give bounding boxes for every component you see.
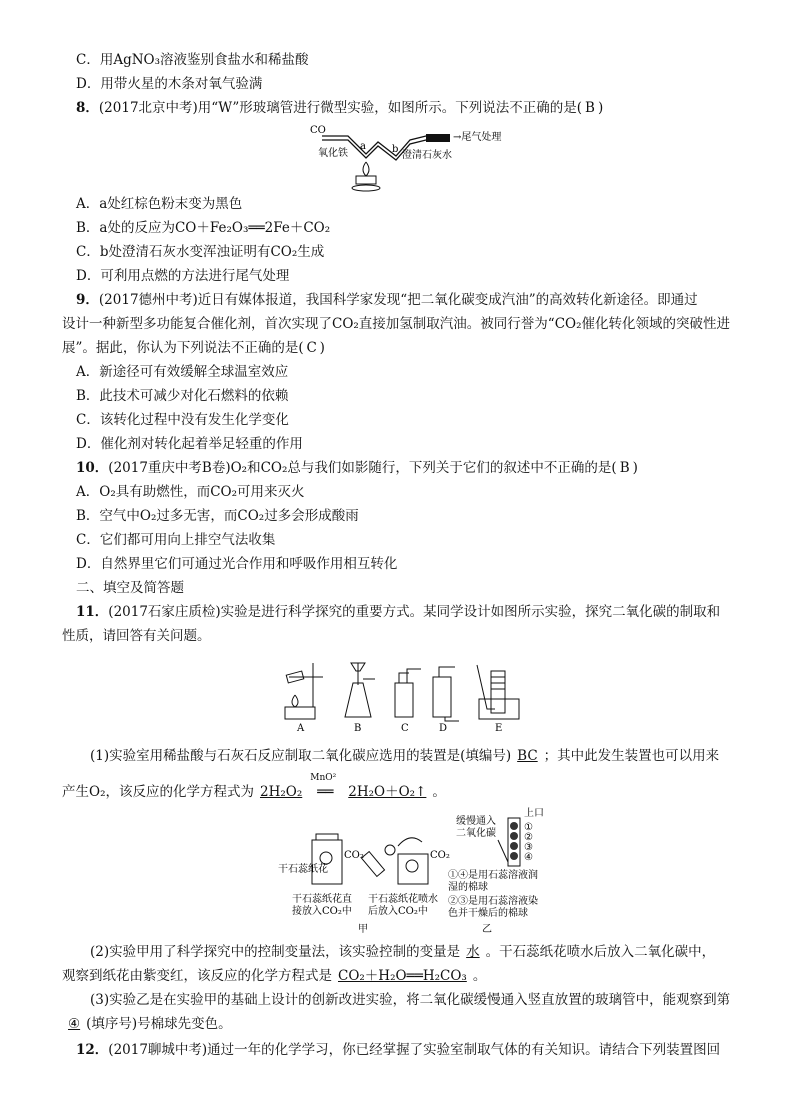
q9-stem-text1: (2017德州中考)近日有媒体报道，我国科学家发现“把二氧化碳变成汽油”的高效转化新途径。即通过 bbox=[98, 292, 698, 308]
yi-label: 乙 bbox=[482, 924, 492, 935]
q10-stem bbox=[76, 458, 638, 478]
q9-stem-line3 bbox=[62, 338, 325, 358]
q11-part2-line1 bbox=[90, 942, 715, 962]
q11-part2-text2: 。干石蕊纸花喷水后放入二氧化碳中， bbox=[485, 944, 716, 960]
q10-answer: B bbox=[619, 460, 630, 476]
q12-stem-text: (2017聊城中考)通过一年的化学学习，你已经掌握了实验室制取气体的有关知识。请结合下列装置图回 bbox=[108, 1042, 721, 1058]
apparatus-b bbox=[345, 663, 375, 734]
apparatus-e bbox=[477, 665, 519, 734]
q11-number: 11． bbox=[76, 604, 109, 620]
figure-jia bbox=[278, 834, 450, 935]
q8-number: 8． bbox=[76, 100, 99, 116]
q9-answer: C bbox=[306, 340, 317, 356]
q11-part3-line2 bbox=[62, 1014, 232, 1034]
q11-part2-end: 。 bbox=[472, 968, 487, 984]
q8-stem-text: (2017北京中考)用“W”形玻璃管进行微型实验，如图所示。下列说法不正确的是( bbox=[98, 100, 582, 116]
apparatus-figure bbox=[275, 655, 535, 737]
q11-stem-text1: (2017石家庄质检)实验是进行科学探究的重要方式。某同学设计如图所示实验，探究二氧化碳的制取和 bbox=[108, 604, 721, 620]
jia-caption2-a: 干石蕊纸花喷水 bbox=[368, 894, 438, 905]
yi-ball-1: ① bbox=[524, 822, 533, 833]
q11-part2-text1: (2)实验甲用了科学探究中的控制变量法，该实验控制的变量是 bbox=[90, 944, 461, 960]
q11-part2-eq: CO₂＋H₂O══H₂CO₃ bbox=[338, 968, 467, 984]
yi-slow-1: 缓慢通入 bbox=[456, 816, 496, 827]
q11-part1-line1 bbox=[90, 746, 719, 766]
q11-part1-answer: BC bbox=[517, 748, 538, 764]
fig8-limewater-label: 澄清石灰水 bbox=[402, 150, 452, 161]
jia-label: 甲 bbox=[358, 924, 368, 935]
q11-part2-answer: 水 bbox=[466, 944, 480, 960]
yi-top-label: 上口 bbox=[524, 808, 544, 819]
yi-slow-2: 二氧化碳 bbox=[456, 828, 496, 839]
apparatus-label-d: D bbox=[439, 723, 448, 734]
q11-part3-text2: (填序号)号棉球先变色。 bbox=[86, 1016, 232, 1032]
q10-close: ) bbox=[632, 460, 638, 476]
jia-caption1-a: 干石蕊纸花直 bbox=[292, 894, 352, 905]
apparatus-label-b: B bbox=[354, 723, 362, 734]
fig8-fe2o3-label: 氧化铁 bbox=[318, 148, 348, 159]
q10-option-b: B．空气中O₂过多无害，而CO₂过多会形成酸雨 bbox=[76, 508, 359, 524]
w-tube-figure bbox=[300, 118, 510, 192]
jia-co2-b: CO₂ bbox=[430, 850, 450, 861]
fig8-a-label: a bbox=[360, 141, 366, 152]
q10-option-a: A．O₂具有助燃性，而CO₂可用来灭火 bbox=[76, 484, 305, 500]
q11-part1-text3: 产生O₂，该反应的化学方程式为 bbox=[62, 784, 254, 800]
q11-stem-line2: 性质，请回答有关问题。 bbox=[62, 628, 211, 644]
q9-close: ) bbox=[319, 340, 325, 356]
jia-dry-flower: 干石蕊纸花 bbox=[278, 864, 328, 875]
q11-part1-text2: ；其中此发生装置也可以用来 bbox=[543, 748, 720, 764]
q8-close: ) bbox=[598, 100, 604, 116]
q11-catalyst: MnO² bbox=[310, 773, 337, 783]
q8-option-d: D．可利用点燃的方法进行尾气处理 bbox=[76, 268, 290, 284]
apparatus-label-e: E bbox=[495, 723, 503, 734]
q9-option-b: B．此技术可减少对化石燃料的依赖 bbox=[76, 388, 289, 404]
q11-part2-text3: 观察到纸花由紫变红，该反应的化学方程式是 bbox=[62, 968, 332, 984]
q11-part1-end: 。 bbox=[432, 784, 446, 800]
q11-part1-line2 bbox=[62, 773, 446, 802]
fig8-co-label: CO bbox=[310, 125, 326, 136]
q11-part2-line2 bbox=[62, 966, 486, 986]
q8-stem bbox=[76, 98, 603, 118]
apparatus-label-a: A bbox=[297, 723, 305, 734]
q7-option-d: D．用带火星的木条对氧气验满 bbox=[76, 76, 263, 92]
q12-stem bbox=[76, 1040, 720, 1060]
experiment-figure bbox=[272, 806, 562, 938]
fig8-tail-label: →尾气处理 bbox=[453, 132, 502, 143]
jia-caption2-b: 后放入CO₂中 bbox=[368, 906, 428, 917]
q12-number: 12． bbox=[76, 1042, 109, 1058]
q11-part1-text1: (1)实验室用稀盐酸与石灰石反应制取二氧化碳应选用的装置是(填编号) bbox=[90, 748, 512, 764]
figure-yi bbox=[448, 806, 544, 935]
q9-option-d: D．催化剂对转化起着举足轻重的作用 bbox=[76, 436, 303, 452]
q10-number: 10． bbox=[76, 460, 109, 476]
q8-option-c: C．b处澄清石灰水变浑浊证明有CO₂生成 bbox=[76, 244, 325, 260]
yi-ball-2: ② bbox=[524, 832, 533, 843]
yi-ball-4: ④ bbox=[524, 852, 533, 863]
q9-number: 9． bbox=[76, 292, 99, 308]
q11-part1-eq-right: 2H₂O＋O₂↑ bbox=[348, 784, 427, 800]
q9-option-a: A．新途径可有效缓解全球温室效应 bbox=[76, 364, 289, 380]
apparatus-label-c: C bbox=[401, 723, 409, 734]
yi-ball-3: ③ bbox=[524, 842, 533, 853]
section-heading: 二、填空及简答题 bbox=[76, 580, 184, 596]
jia-caption1-b: 接放入CO₂中 bbox=[292, 906, 352, 917]
q9-stem-text3: 展”。据此，你认为下列说法不正确的是( bbox=[62, 340, 304, 356]
q9-stem-line2: 设计一种新型多功能复合催化剂，首次实现了CO₂直接加氢制取汽油。被同行誉为“CO₂催化转化领域的突破性进 bbox=[62, 316, 731, 332]
apparatus-d bbox=[433, 667, 459, 734]
q8-option-b: B．a处的反应为CO＋Fe₂O₃══2Fe＋CO₂ bbox=[76, 220, 331, 236]
apparatus-a bbox=[285, 663, 323, 734]
q10-option-d: D．自然界里它们可通过光合作用和呼吸作用相互转化 bbox=[76, 556, 398, 572]
q11-part3-answer: ④ bbox=[68, 1016, 81, 1032]
yi-key2-a: ②③是用石蕊溶液染 bbox=[448, 896, 538, 907]
q9-option-c: C．该转化过程中没有发生化学变化 bbox=[76, 412, 289, 428]
q11-part1-eq-left: 2H₂O₂ bbox=[259, 784, 303, 800]
fig8-b-label: b bbox=[392, 144, 399, 155]
q11-part3-line1: (3)实验乙是在实验甲的基础上设计的创新改进实验，将二氧化碳缓慢通入竖直放置的玻璃管中，能观察到第 bbox=[90, 992, 731, 1008]
q10-stem-text: (2017重庆中考B卷)O₂和CO₂总与我们如影随行，下列关于它们的叙述中不正确的是( bbox=[108, 460, 617, 476]
q11-catalyst-arrow: MnO² ══ bbox=[308, 782, 342, 802]
q9-stem-line1 bbox=[76, 290, 698, 310]
yi-key2-b: 色并干燥后的棉球 bbox=[448, 908, 528, 919]
q8-answer: B bbox=[585, 100, 595, 116]
q8-option-a: A．a处红棕色粉末变为黑色 bbox=[76, 196, 243, 212]
yi-key1-a: ①④是用石蕊溶液润 bbox=[448, 870, 538, 881]
q10-option-c: C．它们都可用向上排空气法收集 bbox=[76, 532, 276, 548]
yi-key1-b: 湿的棉球 bbox=[448, 882, 488, 893]
q11-stem-line1 bbox=[76, 602, 720, 622]
jia-co2-a: CO₂ bbox=[344, 850, 364, 861]
q7-option-c: C．用AgNO₃溶液鉴别食盐水和稀盐酸 bbox=[76, 52, 309, 68]
apparatus-c bbox=[395, 669, 421, 734]
